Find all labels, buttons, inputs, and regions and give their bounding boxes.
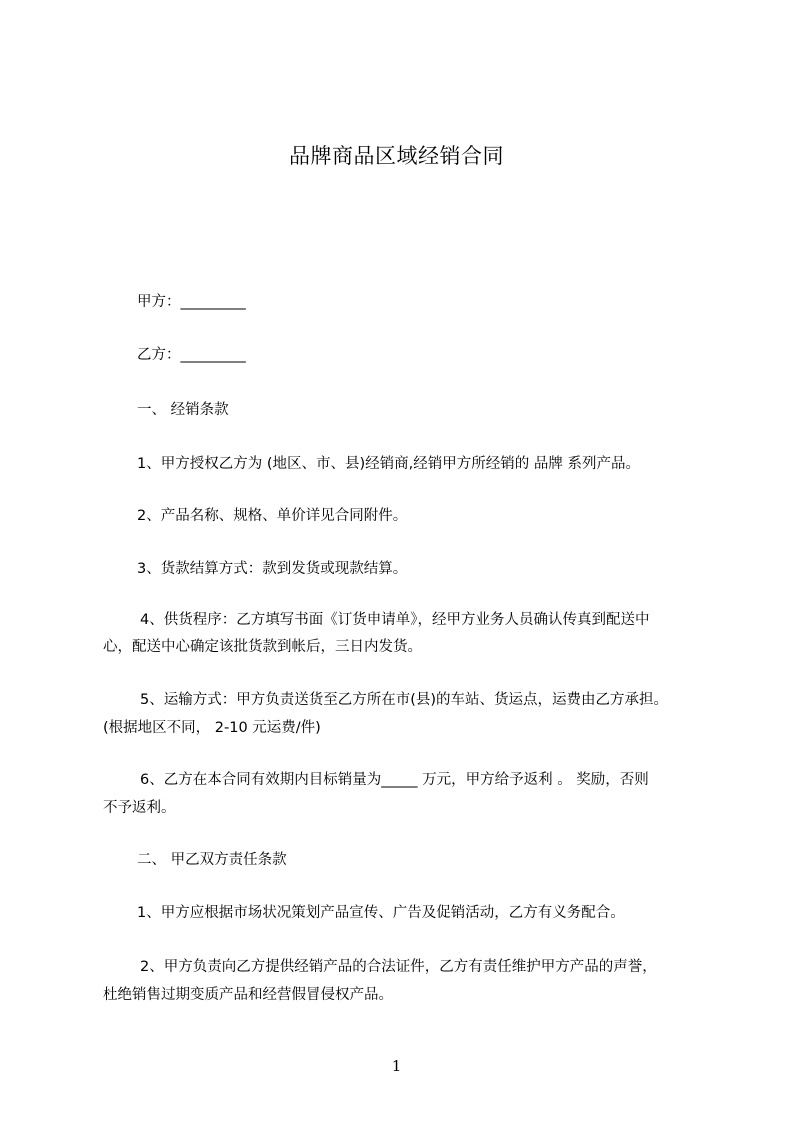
document-title: 品牌商品区域经销合同 (289, 144, 504, 168)
section-1-heading: 一、 经销条款 (137, 402, 229, 418)
clause-1-4-line-2: 心，配送中心确定该批货款到帐后，三日内发货。 (103, 639, 422, 655)
clause-2-2-line-2: 杜绝销售过期变质产品和经营假冒侵权产品。 (103, 987, 393, 1003)
clause-1-6-line-1: 6、乙方在本合同有效期内目标销量为_____ 万元，甲方给予返利 。 奖励，否则 (140, 772, 649, 788)
party-b-line: 乙方：_________ (137, 347, 246, 363)
clause-1-1: 1、甲方授权乙方为 (地区、市、县)经销商,经销甲方所经销的 品牌 系列产品。 (137, 456, 640, 472)
party-a-line: 甲方：_________ (137, 294, 246, 310)
clause-2-2-line-1: 2、甲方负责向乙方提供经销产品的合法证件，乙方有责任维护甲方产品的声誉， (140, 959, 657, 975)
page-number: 1 (391, 1057, 402, 1075)
clause-1-3: 3、货款结算方式：款到发货或现款结算。 (137, 561, 408, 577)
clause-1-6-line-2: 不予返利。 (103, 800, 176, 816)
clause-2-1: 1、甲方应根据市场状况策划产品宣传、广告及促销活动，乙方有义务配合。 (137, 905, 625, 921)
clause-1-5-line-2: (根据地区不同， 2-10 元运费/件) (103, 720, 321, 736)
section-2-heading: 二、 甲乙双方责任条款 (137, 852, 287, 868)
clause-1-5-line-1: 5、运输方式：甲方负责送货至乙方所在市(县)的车站、货运点，运费由乙方承担。 (140, 692, 669, 708)
clause-1-4-line-1: 4、供货程序：乙方填写书面《订货申请单》，经甲方业务人员确认传真到配送中 (140, 612, 650, 628)
clause-1-2: 2、产品名称、规格、单价详见合同附件。 (137, 508, 408, 524)
